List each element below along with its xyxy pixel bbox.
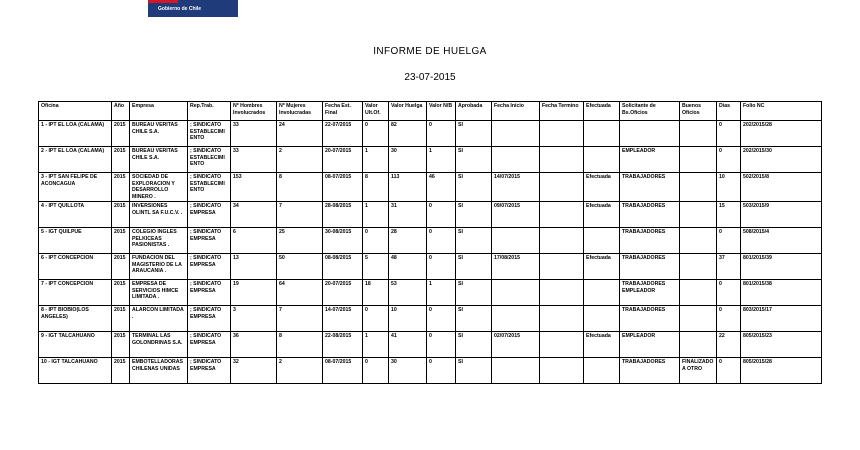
table-cell xyxy=(584,228,620,254)
table-cell: 801/2015/39 xyxy=(741,254,822,280)
table-cell: 09/07/2015 xyxy=(492,202,540,228)
table-cell: 805/2015/28 xyxy=(741,358,822,384)
table-cell: 801/2015/38 xyxy=(741,280,822,306)
table-cell: 2 xyxy=(277,358,323,384)
table-cell: 0 xyxy=(427,306,456,332)
table-cell: 202/2015/30 xyxy=(741,147,822,173)
table-cell: 48 xyxy=(389,254,427,280)
table-cell: ; SINDICATO EMPRESA xyxy=(188,254,231,280)
table-cell: 2015 xyxy=(112,202,130,228)
table-row xyxy=(39,121,822,147)
table-cell: 0 xyxy=(427,228,456,254)
table-cell: 0 xyxy=(717,280,741,306)
table-cell: 0 xyxy=(427,254,456,280)
table-cell: 503/2015/9 xyxy=(741,202,822,228)
table-cell: 22 xyxy=(717,332,741,358)
table-cell: 30 xyxy=(389,147,427,173)
table-cell: 0 xyxy=(717,358,741,384)
table-cell: ; SINDICATO ESTABLECIMIENTO xyxy=(188,147,231,173)
table-cell: FINALIZADO A OTRO xyxy=(680,358,717,384)
column-header: Fecha Est. Final xyxy=(323,102,363,121)
table-cell: SI xyxy=(456,173,492,202)
table-cell: 8 xyxy=(277,332,323,358)
table-cell: 8 xyxy=(277,173,323,202)
table-cell: 0 xyxy=(717,306,741,332)
column-header: Rep.Trab. xyxy=(188,102,231,121)
table-cell: 7 xyxy=(277,202,323,228)
table-cell: 15 xyxy=(717,202,741,228)
table-cell xyxy=(540,254,584,280)
table-cell: Efectuada xyxy=(584,202,620,228)
table-cell: 14-07/2015 xyxy=(323,306,363,332)
table-cell: 2015 xyxy=(112,228,130,254)
table-cell: 113 xyxy=(389,173,427,202)
table-cell: 2015 xyxy=(112,121,130,147)
table-cell xyxy=(584,147,620,173)
table-cell xyxy=(680,280,717,306)
table-cell: 5 - IGT QUILPUE xyxy=(39,228,112,254)
column-header: Aprobada xyxy=(456,102,492,121)
table-cell: 33 xyxy=(231,147,277,173)
table-cell xyxy=(680,202,717,228)
table-cell xyxy=(540,228,584,254)
table-cell: 0 xyxy=(717,121,741,147)
table-cell: 1 xyxy=(363,202,389,228)
table-cell: 1 xyxy=(427,280,456,306)
table-cell: 28 xyxy=(389,228,427,254)
table-cell: 53 xyxy=(389,280,427,306)
table-row xyxy=(39,254,822,280)
table-cell: 20-07/2015 xyxy=(323,147,363,173)
table-cell: 3 xyxy=(231,306,277,332)
table-cell xyxy=(584,358,620,384)
table-row xyxy=(39,147,822,173)
column-header: Nº Hombres Involucrados xyxy=(231,102,277,121)
table-cell: 805/2015/23 xyxy=(741,332,822,358)
table-cell: EMPLEADOR xyxy=(620,332,680,358)
table-cell: 19 xyxy=(231,280,277,306)
table-cell: 2015 xyxy=(112,306,130,332)
table-cell: 28-08/2015 xyxy=(323,202,363,228)
table-cell: SI xyxy=(456,306,492,332)
logo-text: Gobierno de Chile xyxy=(158,6,202,12)
table-cell: 803/2015/17 xyxy=(741,306,822,332)
table-cell: 34 xyxy=(231,202,277,228)
table-cell: 82 xyxy=(389,121,427,147)
table-cell: 0 xyxy=(363,121,389,147)
table-cell: BUREAU VERITAS CHILE S.A. xyxy=(130,147,188,173)
table-cell: 1 xyxy=(363,147,389,173)
table-cell: 508/2015/4 xyxy=(741,228,822,254)
table-cell: BUREAU VERITAS CHILE S.A. xyxy=(130,121,188,147)
table-cell xyxy=(492,121,540,147)
table-cell: 8 - IPT BIOBIO(LOS ANGELES) xyxy=(39,306,112,332)
column-header: Solicitante de Bs.Oficios xyxy=(620,102,680,121)
table-cell: TRABAJADORES xyxy=(620,173,680,202)
table-cell xyxy=(584,306,620,332)
government-logo xyxy=(148,0,238,17)
table-cell: 14/07/2015 xyxy=(492,173,540,202)
table-cell: 1 - IPT EL LOA (CALAMA) xyxy=(39,121,112,147)
table-cell xyxy=(540,121,584,147)
column-header: Fecha Inicio xyxy=(492,102,540,121)
table-cell: 3 - IPT SAN FELIPE DE ACONCAGUA xyxy=(39,173,112,202)
table-cell: 31 xyxy=(389,202,427,228)
table-cell: EMBOTELLADORAS CHILENAS UNIDAS xyxy=(130,358,188,384)
table-cell: 17/08/2015 xyxy=(492,254,540,280)
table-cell: 2 - IPT EL LOA (CALAMA) xyxy=(39,147,112,173)
table-cell: ; SINDICATO ESTABLECIMIENTO xyxy=(188,173,231,202)
table-cell xyxy=(492,280,540,306)
table-cell: 10 xyxy=(389,306,427,332)
table-cell xyxy=(680,332,717,358)
table-cell xyxy=(680,306,717,332)
report-title: INFORME DE HUELGA xyxy=(373,46,487,57)
table-row xyxy=(39,280,822,306)
table-cell: INVERSIONES OLINTL SA F.U.C.V. . xyxy=(130,202,188,228)
table-cell: SI xyxy=(456,228,492,254)
table-cell: 5 xyxy=(363,254,389,280)
table-cell: COLEGIO INGLES PELKICEAS PASIONISTAS . xyxy=(130,228,188,254)
table-cell xyxy=(492,228,540,254)
table-cell: 4 - IPT QUILLOTA xyxy=(39,202,112,228)
table-cell: 0 xyxy=(363,228,389,254)
table-cell: SI xyxy=(456,358,492,384)
table-cell: ALARCON LIMITADA . xyxy=(130,306,188,332)
table-row xyxy=(39,228,822,254)
table-cell xyxy=(540,306,584,332)
table-cell: 2015 xyxy=(112,147,130,173)
column-header: Valor Huelga xyxy=(389,102,427,121)
table-cell: 08-08/2015 xyxy=(323,254,363,280)
table-cell xyxy=(620,121,680,147)
table-cell: Efectuada xyxy=(584,332,620,358)
table-cell: FUNDACION DEL MAGISTERIO DE LA ARAUCANIA . xyxy=(130,254,188,280)
table-cell xyxy=(540,173,584,202)
table-cell xyxy=(584,121,620,147)
table-cell xyxy=(540,280,584,306)
table-cell: 8 xyxy=(363,173,389,202)
table-cell: 08-07/2015 xyxy=(323,358,363,384)
table-cell: 30-08/2015 xyxy=(323,228,363,254)
table-cell: 9 - IGT TALCAHUANO xyxy=(39,332,112,358)
column-header: Valor N/B xyxy=(427,102,456,121)
table-cell xyxy=(492,358,540,384)
table-cell: 0 xyxy=(427,332,456,358)
table-cell: 0 xyxy=(363,306,389,332)
table-cell: 50 xyxy=(277,254,323,280)
table-cell: 20-07/2015 xyxy=(323,280,363,306)
table-cell: 202/2015/28 xyxy=(741,121,822,147)
table-cell: Efectuada xyxy=(584,173,620,202)
table-cell: 2015 xyxy=(112,173,130,202)
report-date: 23-07-2015 xyxy=(404,72,456,83)
table-cell xyxy=(680,254,717,280)
table-cell xyxy=(492,147,540,173)
table-cell: 0 xyxy=(427,121,456,147)
table-cell: Efectuada xyxy=(584,254,620,280)
column-header: Días xyxy=(717,102,741,121)
table-cell: 13 xyxy=(231,254,277,280)
table-cell: ; SINDICATO EMPRESA xyxy=(188,332,231,358)
table-cell: ; SINDICATO EMPRESA xyxy=(188,280,231,306)
table-row xyxy=(39,173,822,202)
table-cell: 36 xyxy=(231,332,277,358)
table-cell: 10 xyxy=(717,173,741,202)
table-cell: SI xyxy=(456,202,492,228)
table-cell: 502/2015/8 xyxy=(741,173,822,202)
table-cell: TRABAJADORES xyxy=(620,306,680,332)
table-cell: 24 xyxy=(277,121,323,147)
table-cell: EMPRESA DE SERVICIOS HIMCE LIMITADA . xyxy=(130,280,188,306)
table-cell: 2015 xyxy=(112,358,130,384)
table-cell: SI xyxy=(456,121,492,147)
table-cell: 2 xyxy=(277,147,323,173)
table-cell: TRABAJADORES xyxy=(620,254,680,280)
table-cell xyxy=(680,173,717,202)
table-cell: 41 xyxy=(389,332,427,358)
table-cell: 6 - IPT CONCEPCION xyxy=(39,254,112,280)
table-cell xyxy=(540,202,584,228)
table-cell: 0 xyxy=(427,202,456,228)
table-cell: 1 xyxy=(427,147,456,173)
table-row xyxy=(39,358,822,384)
table-cell: EMPLEADOR xyxy=(620,147,680,173)
table-cell: 64 xyxy=(277,280,323,306)
table-cell: 0 xyxy=(717,228,741,254)
column-header: Efectuada xyxy=(584,102,620,121)
table-cell xyxy=(584,280,620,306)
logo-flag-stripe xyxy=(148,0,178,3)
column-header: Buenos Oficios xyxy=(680,102,717,121)
table-cell: 10 - IGT TALCAHUANO xyxy=(39,358,112,384)
table-cell: 46 xyxy=(427,173,456,202)
table-cell: 25 xyxy=(277,228,323,254)
table-row xyxy=(39,332,822,358)
table-cell: TRABAJADORES EMPLEADOR xyxy=(620,280,680,306)
table-cell: SI xyxy=(456,254,492,280)
table-cell: SOCIEDAD DE EXPLORACION Y DESARROLLO MINERO . xyxy=(130,173,188,202)
table-cell: SI xyxy=(456,147,492,173)
table-cell xyxy=(492,306,540,332)
table-cell: SI xyxy=(456,280,492,306)
table-cell xyxy=(540,358,584,384)
table-cell: 32 xyxy=(231,358,277,384)
table-cell: 33 xyxy=(231,121,277,147)
table-cell: 0 xyxy=(427,358,456,384)
table-cell: 22-08/2015 xyxy=(323,332,363,358)
table-cell: 02/07/2015 xyxy=(492,332,540,358)
table-cell: ; SINDICATO EMPRESA xyxy=(188,228,231,254)
table-cell xyxy=(680,228,717,254)
table-cell xyxy=(540,147,584,173)
table-cell: 2015 xyxy=(112,280,130,306)
table-cell: 18 xyxy=(363,280,389,306)
column-header: Año xyxy=(112,102,130,121)
table-cell: 37 xyxy=(717,254,741,280)
strike-report-table xyxy=(38,101,822,384)
table-cell: TERMINAL LAS GOLONDRINAS S.A. xyxy=(130,332,188,358)
table-header-row xyxy=(39,102,822,121)
table-cell: TRABAJADORES xyxy=(620,358,680,384)
table-cell: 2015 xyxy=(112,332,130,358)
table-cell: ; SINDICATO EMPRESA xyxy=(188,306,231,332)
table-cell: ; SINDICATO EMPRESA xyxy=(188,358,231,384)
table-cell: 153 xyxy=(231,173,277,202)
table-cell: 1 xyxy=(363,332,389,358)
table-cell xyxy=(540,332,584,358)
table-cell xyxy=(680,121,717,147)
table-row xyxy=(39,202,822,228)
table-cell: 22-07/2015 xyxy=(323,121,363,147)
table-cell: 2015 xyxy=(112,254,130,280)
table-row xyxy=(39,306,822,332)
column-header: Folio NC xyxy=(741,102,822,121)
table-cell: TRABAJADORES xyxy=(620,202,680,228)
table-cell: 30 xyxy=(389,358,427,384)
table-cell: 7 xyxy=(277,306,323,332)
table-cell: ; SINDICATO ESTABLECIMIENTO xyxy=(188,121,231,147)
table-cell: 08-07/2015 xyxy=(323,173,363,202)
table-cell: SI xyxy=(456,332,492,358)
column-header: Valor Ult.Of. xyxy=(363,102,389,121)
table-cell: ; SINDICATO EMPRESA xyxy=(188,202,231,228)
column-header: Fecha Termino xyxy=(540,102,584,121)
table-cell: 0 xyxy=(363,358,389,384)
table-cell: TRABAJADORES xyxy=(620,228,680,254)
column-header: Oficina xyxy=(39,102,112,121)
table-cell: 6 xyxy=(231,228,277,254)
table-cell: 7 - IPT CONCEPCION xyxy=(39,280,112,306)
table-cell: 0 xyxy=(717,147,741,173)
column-header: Empresa xyxy=(130,102,188,121)
column-header: Nº Mujeres Involucradas xyxy=(277,102,323,121)
table-cell xyxy=(680,147,717,173)
